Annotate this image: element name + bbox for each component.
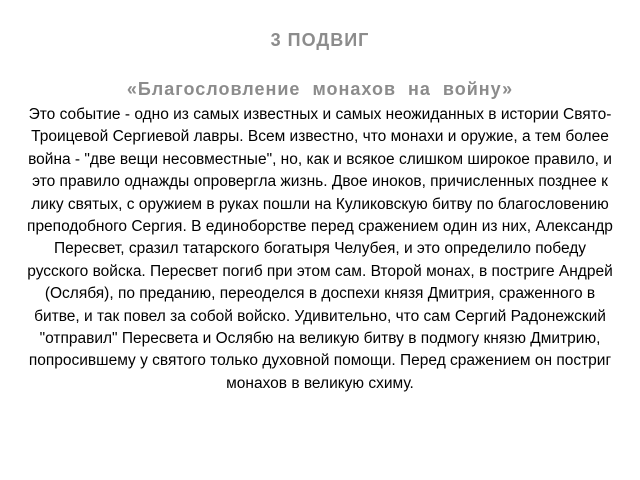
slide-body-text: Это событие - одно из самых известных и самых неожиданных в истории Свято-Троицевой Сергиевой лавры. Всем известно, что монахи и оружие, а тем более война - "две вещи несовместные", но, как и всякое слишком широкое правило, и это правило однажды опровергла жизнь. Двое иноков, причисленных позднее к лику святых, с оружием в руках пошли на Куликовскую битву по благословению преподобного Сергия. В единоборстве перед сражением один из них, Александр Пересвет, сразил татарского богатыря Челубея, и это определило победу русского войска. Пересвет погиб при этом сам. Второй монах, в постриге Андрей (Ослябя), по преданию, переоделся в доспехи князя Дмитрия, сраженного в битве, и так повел за собой войско. Удивительно, что сам Сергий Радонежский "отправил" Пересвета и Ослябю на великую битву в подмогу князю Дмитрию, попросившему у святого только духовной помощи. Перед сражением он постриг монахов в великую схиму. — [27, 106, 613, 392]
slide-heading: 3 ПОДВИГ — [270, 30, 370, 50]
slide-subtitle: «Благословление монахов на войну» — [126, 79, 514, 99]
